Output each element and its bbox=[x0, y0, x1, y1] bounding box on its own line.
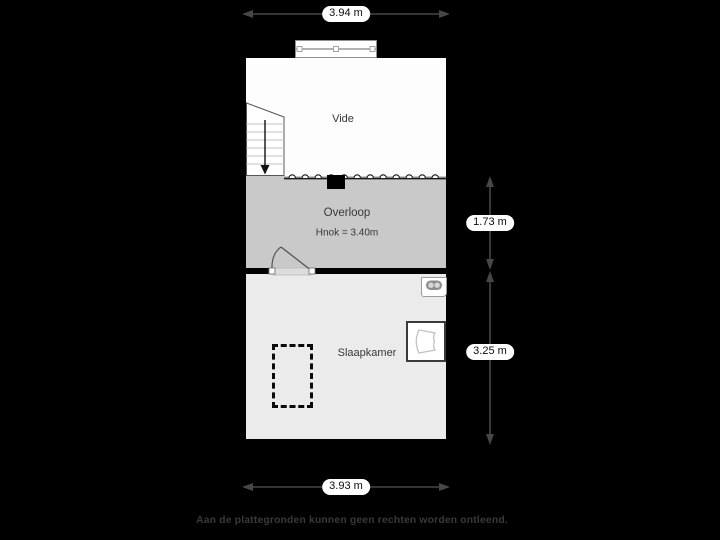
interior-wall-right-segment bbox=[311, 268, 446, 274]
dimension-label-top: 3.94 m bbox=[322, 6, 370, 22]
dimension-label-right-upper: 1.73 m bbox=[466, 215, 514, 231]
column bbox=[327, 175, 345, 189]
void-dashed-outline bbox=[272, 344, 313, 408]
window-icon bbox=[295, 40, 377, 58]
disclaimer-text: Aan de plattegronden kunnen geen rechten worden ontleend. bbox=[196, 515, 508, 526]
room-label-overloop: Overloop bbox=[323, 207, 371, 219]
vent-unit-glyph bbox=[422, 278, 446, 296]
door-icon bbox=[266, 241, 318, 277]
vent-unit-icon bbox=[421, 277, 447, 297]
window-glyph bbox=[296, 41, 376, 57]
washbasin-glyph bbox=[408, 323, 444, 360]
dimension-label-bottom: 3.93 m bbox=[322, 479, 370, 495]
railing-icon bbox=[284, 171, 446, 180]
washbasin-icon bbox=[406, 321, 446, 362]
room-label-slaapkamer: Slaapkamer bbox=[337, 347, 397, 359]
dimension-label-right-lower: 3.25 m bbox=[466, 344, 514, 360]
stairs-icon bbox=[246, 98, 285, 176]
room-label-vide: Vide bbox=[332, 113, 354, 125]
room-note-hnok: Hnok = 3.40m bbox=[315, 227, 379, 239]
